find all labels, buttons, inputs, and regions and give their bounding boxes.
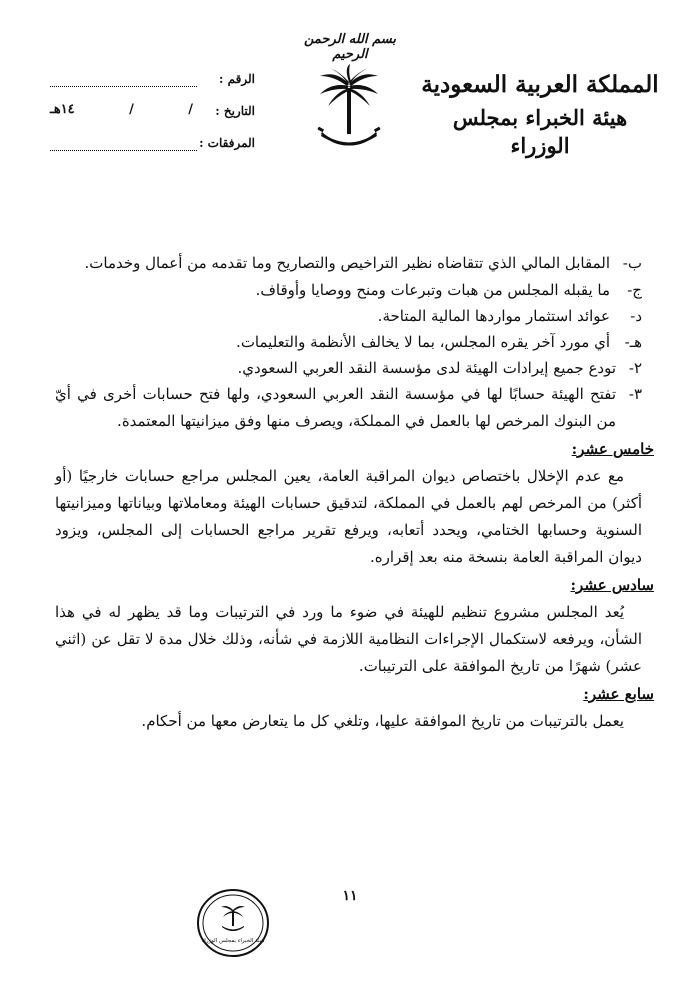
- reference-block: [40, 68, 255, 164]
- item-marker: هـ-: [624, 333, 642, 351]
- paragraph-fifteenth: مع عدم الإخلال باختصاص ديوان المراقبة العامة، يعين المجلس مراجع حسابات خارجيًا (أو أكثر) من المرخص لهم بالعمل في المملكة، لتدقيق حسابات الهيئة ومعاملاتها وبياناتها وميزانيتها السنوية وحسابها الختامي، ويحدد أتعابه، ويرفع تقرير مراجع الحسابات إلى المجلس، ويزود ديوان المراقبة العامة بنسخة منه بعد إقراره.: [55, 467, 642, 566]
- item-marker: ج-: [627, 281, 642, 299]
- item-text: تفتح الهيئة حسابًا لها في مؤسسة النقد العربي السعودي، ولها فتح حسابات أخرى في أيّ من البنوك المرخص لها بالعمل في المملكة، ويصرف منها وفق ميزانيتها المعتمدة.: [55, 385, 616, 430]
- basmala: بسم الله الرحمن الرحيم: [304, 32, 396, 62]
- item-h: [55, 329, 642, 355]
- item-text: ما يقبله المجلس من هبات وتبرعات ومنح ووصايا وأوقاف.: [255, 281, 610, 299]
- ref-label: الرقم :: [219, 72, 255, 86]
- seal-text: هيئة الخبراء بمجلس الوزراء: [201, 938, 265, 944]
- heading-fifteenth: خامس عشر:: [571, 440, 654, 458]
- item-b: [55, 250, 642, 277]
- item-marker: ٣-: [628, 385, 642, 403]
- paragraph-seventeenth: يعمل بالترتيبات من تاريخ الموافقة عليها، وتلغي كل ما يتعارض معها من أحكام.: [141, 712, 624, 730]
- date-sep-1: /: [188, 102, 193, 117]
- organization-header: [420, 70, 660, 160]
- item-marker: ب-: [622, 254, 642, 272]
- date-row: [40, 100, 255, 132]
- org-name-line1: المملكة العربية السعودية: [421, 71, 659, 98]
- official-seal-icon: [196, 886, 270, 960]
- item-d: [55, 303, 642, 329]
- item-text: المقابل المالي الذي تتقاضاه نظير التراخيص والتصاريح وما تقدمه من أعمال وخدمات.: [84, 254, 610, 272]
- saudi-emblem-icon: [314, 62, 384, 162]
- date-suffix: ١٤هـ: [50, 102, 75, 117]
- item-j: [55, 277, 642, 303]
- item-text: عوائد استثمار مواردها المالية المتاحة.: [377, 307, 610, 325]
- item-2: [55, 355, 642, 381]
- item-marker: د-: [630, 307, 642, 325]
- item-text: أي مورد آخر يقره المجلس، بما لا يخالف الأنظمة والتعليمات.: [236, 333, 610, 351]
- date-sep-2: /: [129, 102, 134, 117]
- item-text: تودع جميع إيرادات الهيئة لدى مؤسسة النقد العربي السعودي.: [237, 359, 616, 377]
- date-value: [50, 102, 193, 117]
- org-name-line2: هيئة الخبراء بمجلس الوزراء: [452, 105, 628, 158]
- heading-seventeenth: سابع عشر:: [583, 685, 654, 703]
- paragraph-sixteenth: يُعد المجلس مشروع تنظيم للهيئة في ضوء ما ورد في الترتيبات وما قد يظهر له في هذا الشأن، ويرفعه لاستكمال الإجراءات النظامية اللازمة في شأنه، وذلك خلال مدة لا تقل عن (اثني عشر) شهرًا من تاريخ الموافقة على الترتيبات.: [55, 603, 642, 675]
- attachments-row: [40, 132, 255, 164]
- heading-sixteenth: سادس عشر:: [570, 576, 654, 594]
- item-3: [55, 381, 642, 435]
- ref-row: [40, 68, 255, 100]
- attachments-label: المرفقات :: [199, 136, 255, 150]
- attachments-line: [50, 150, 197, 151]
- item-marker: ٢-: [628, 359, 642, 377]
- document-body: [55, 250, 654, 735]
- date-label: التاريخ :: [215, 104, 255, 118]
- ref-line: [50, 86, 197, 87]
- page-number: ١١: [342, 888, 358, 904]
